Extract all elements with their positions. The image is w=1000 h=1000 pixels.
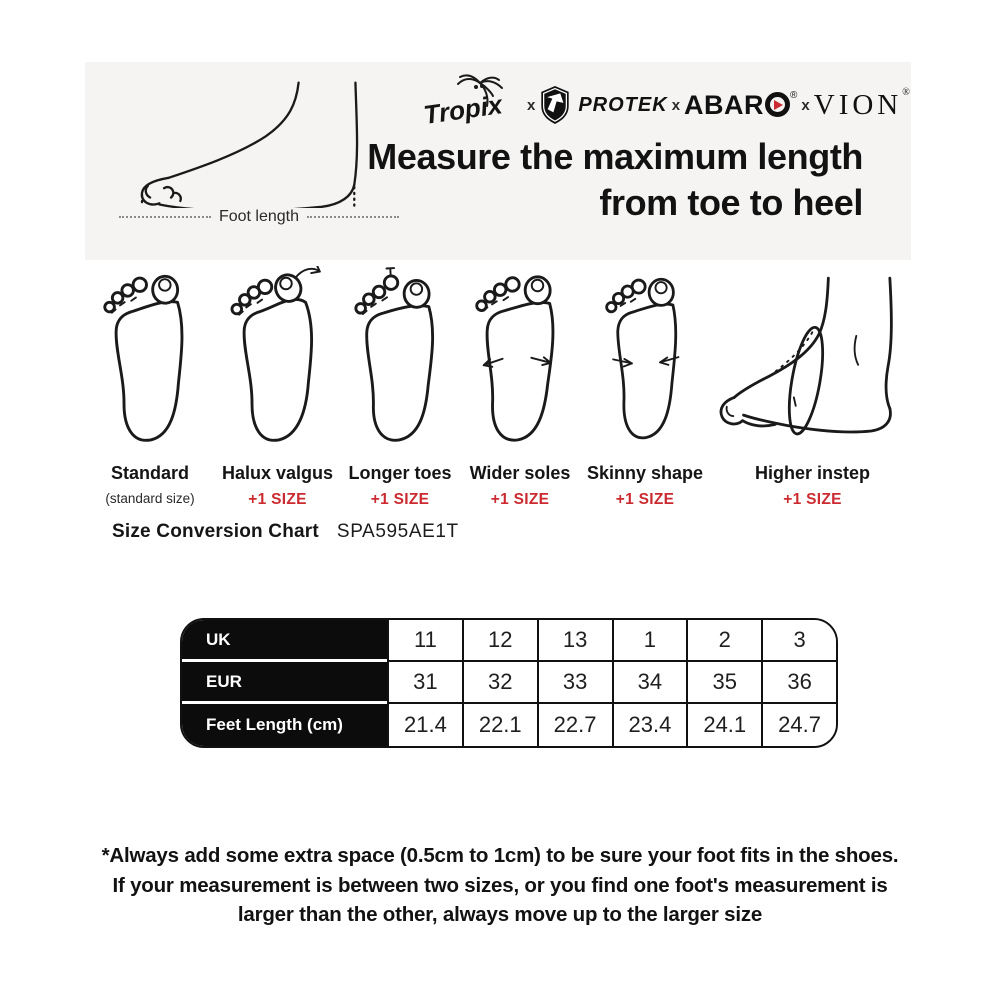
- table-cell: 22.1: [462, 704, 537, 746]
- abaro-registered-mark: ®: [790, 89, 798, 101]
- abaro-o-play-icon: [765, 92, 790, 117]
- table-cell: 35: [686, 662, 761, 704]
- table-cell: 31: [387, 662, 462, 704]
- table-cell: 33: [537, 662, 612, 704]
- table-cell: 1: [612, 620, 687, 662]
- table-cell: 32: [462, 662, 537, 704]
- headline-line-2: from toe to heel: [599, 181, 863, 223]
- size-conversion-table: [180, 618, 838, 748]
- table-cell: 21.4: [387, 704, 462, 746]
- foot-type-note: +1 SIZE: [370, 491, 430, 508]
- brand-separator-x: x: [671, 96, 681, 114]
- abaro-logo-text: ABAR: [684, 89, 765, 120]
- brand-separator-x: x: [801, 96, 810, 114]
- table-cell: 11: [387, 620, 462, 662]
- foot-type-label: Higher instep: [754, 463, 870, 483]
- foot-type-note: +1 SIZE: [615, 491, 675, 508]
- table-cell: 12: [462, 620, 537, 662]
- table-cell: 23.4: [612, 704, 687, 746]
- brand-logos-row: [423, 74, 914, 136]
- vion-logo-text: VION: [813, 88, 903, 121]
- foot-type-label: Halux valgus: [221, 463, 334, 483]
- brand-vion-logo: [813, 86, 914, 122]
- foot-type-note: (standard size): [105, 491, 195, 506]
- vion-registered-mark: ®: [902, 86, 914, 98]
- brand-abaro-logo: [684, 89, 798, 120]
- foot-side-view-drawing: [113, 78, 403, 208]
- table-cell: 3: [761, 620, 836, 662]
- table-row-header-feet-length: Feet Length (cm): [182, 704, 387, 746]
- measure-dotted-line-left: [119, 216, 211, 218]
- foot-type-higher-instep: [710, 266, 915, 509]
- table-row-header-eur: EUR: [182, 662, 387, 704]
- table-cell: 34: [612, 662, 687, 704]
- measure-headline: [367, 134, 863, 225]
- headline-line-1: Measure the maximum length: [367, 136, 863, 177]
- table-cell: 2: [686, 620, 761, 662]
- foot-type-label: Wider soles: [469, 463, 571, 483]
- foot-higher-instep-illustration: [710, 266, 915, 458]
- foot-type-standard: [85, 266, 215, 509]
- table-cell: 13: [537, 620, 612, 662]
- foot-type-note: +1 SIZE: [783, 491, 842, 508]
- foot-type-label: Standard: [110, 463, 189, 483]
- foot-sole-skinny-shape-illustration: [589, 266, 701, 458]
- brand-separator-x: x: [527, 96, 536, 114]
- foot-type-label: Skinny shape: [586, 463, 704, 483]
- foot-sole-halux-valgus-illustration: [219, 266, 337, 458]
- table-cell: 36: [761, 662, 836, 704]
- tropix-logo-text: Tropix: [423, 88, 505, 130]
- foot-side-view-illustration: [113, 78, 403, 208]
- table-cell: 24.1: [686, 704, 761, 746]
- protek-shield-icon: [539, 85, 571, 125]
- tropix-logo-art: [423, 72, 523, 134]
- foot-type-longer-toes: [340, 266, 460, 509]
- disclaimer-line-1: *Always add some extra space (0.5cm to 1cm) to be sure your foot fits in the shoes.: [101, 844, 899, 867]
- foot-type-halux-valgus: [215, 266, 340, 509]
- sizing-disclaimer: [0, 841, 1000, 930]
- foot-type-note: +1 SIZE: [248, 491, 307, 508]
- foot-length-label: Foot length: [218, 208, 300, 225]
- brand-tropix-logo: [423, 72, 523, 139]
- table-row-header-uk: UK: [182, 620, 387, 662]
- size-chart-title-row: [112, 521, 459, 543]
- foot-length-measure-row: [119, 208, 399, 226]
- foot-type-wider-soles: [460, 266, 580, 509]
- table-cell: 22.7: [537, 704, 612, 746]
- brand-protek-logo: [539, 85, 667, 125]
- protek-logo-text: PROTEK: [578, 93, 668, 116]
- foot-sole-standard-illustration: [91, 266, 209, 458]
- foot-sole-longer-toes-illustration: [341, 266, 459, 458]
- foot-type-note: +1 SIZE: [490, 491, 550, 508]
- foot-sole-wider-soles-illustration: [461, 266, 579, 458]
- product-code: SPA595AE1T: [336, 521, 459, 542]
- foot-type-label: Longer toes: [348, 463, 452, 483]
- foot-type-skinny-shape: [580, 266, 710, 509]
- disclaimer-line-3: larger than the other, always move up to the larger size: [237, 903, 763, 927]
- measure-instruction-panel: [85, 62, 914, 260]
- foot-types-row: [85, 266, 915, 509]
- disclaimer-line-2: If your measurement is between two sizes, or you find one foot's measurement is: [112, 873, 888, 897]
- size-chart-title: Size Conversion Chart: [112, 521, 319, 542]
- table-cell: 24.7: [761, 704, 836, 746]
